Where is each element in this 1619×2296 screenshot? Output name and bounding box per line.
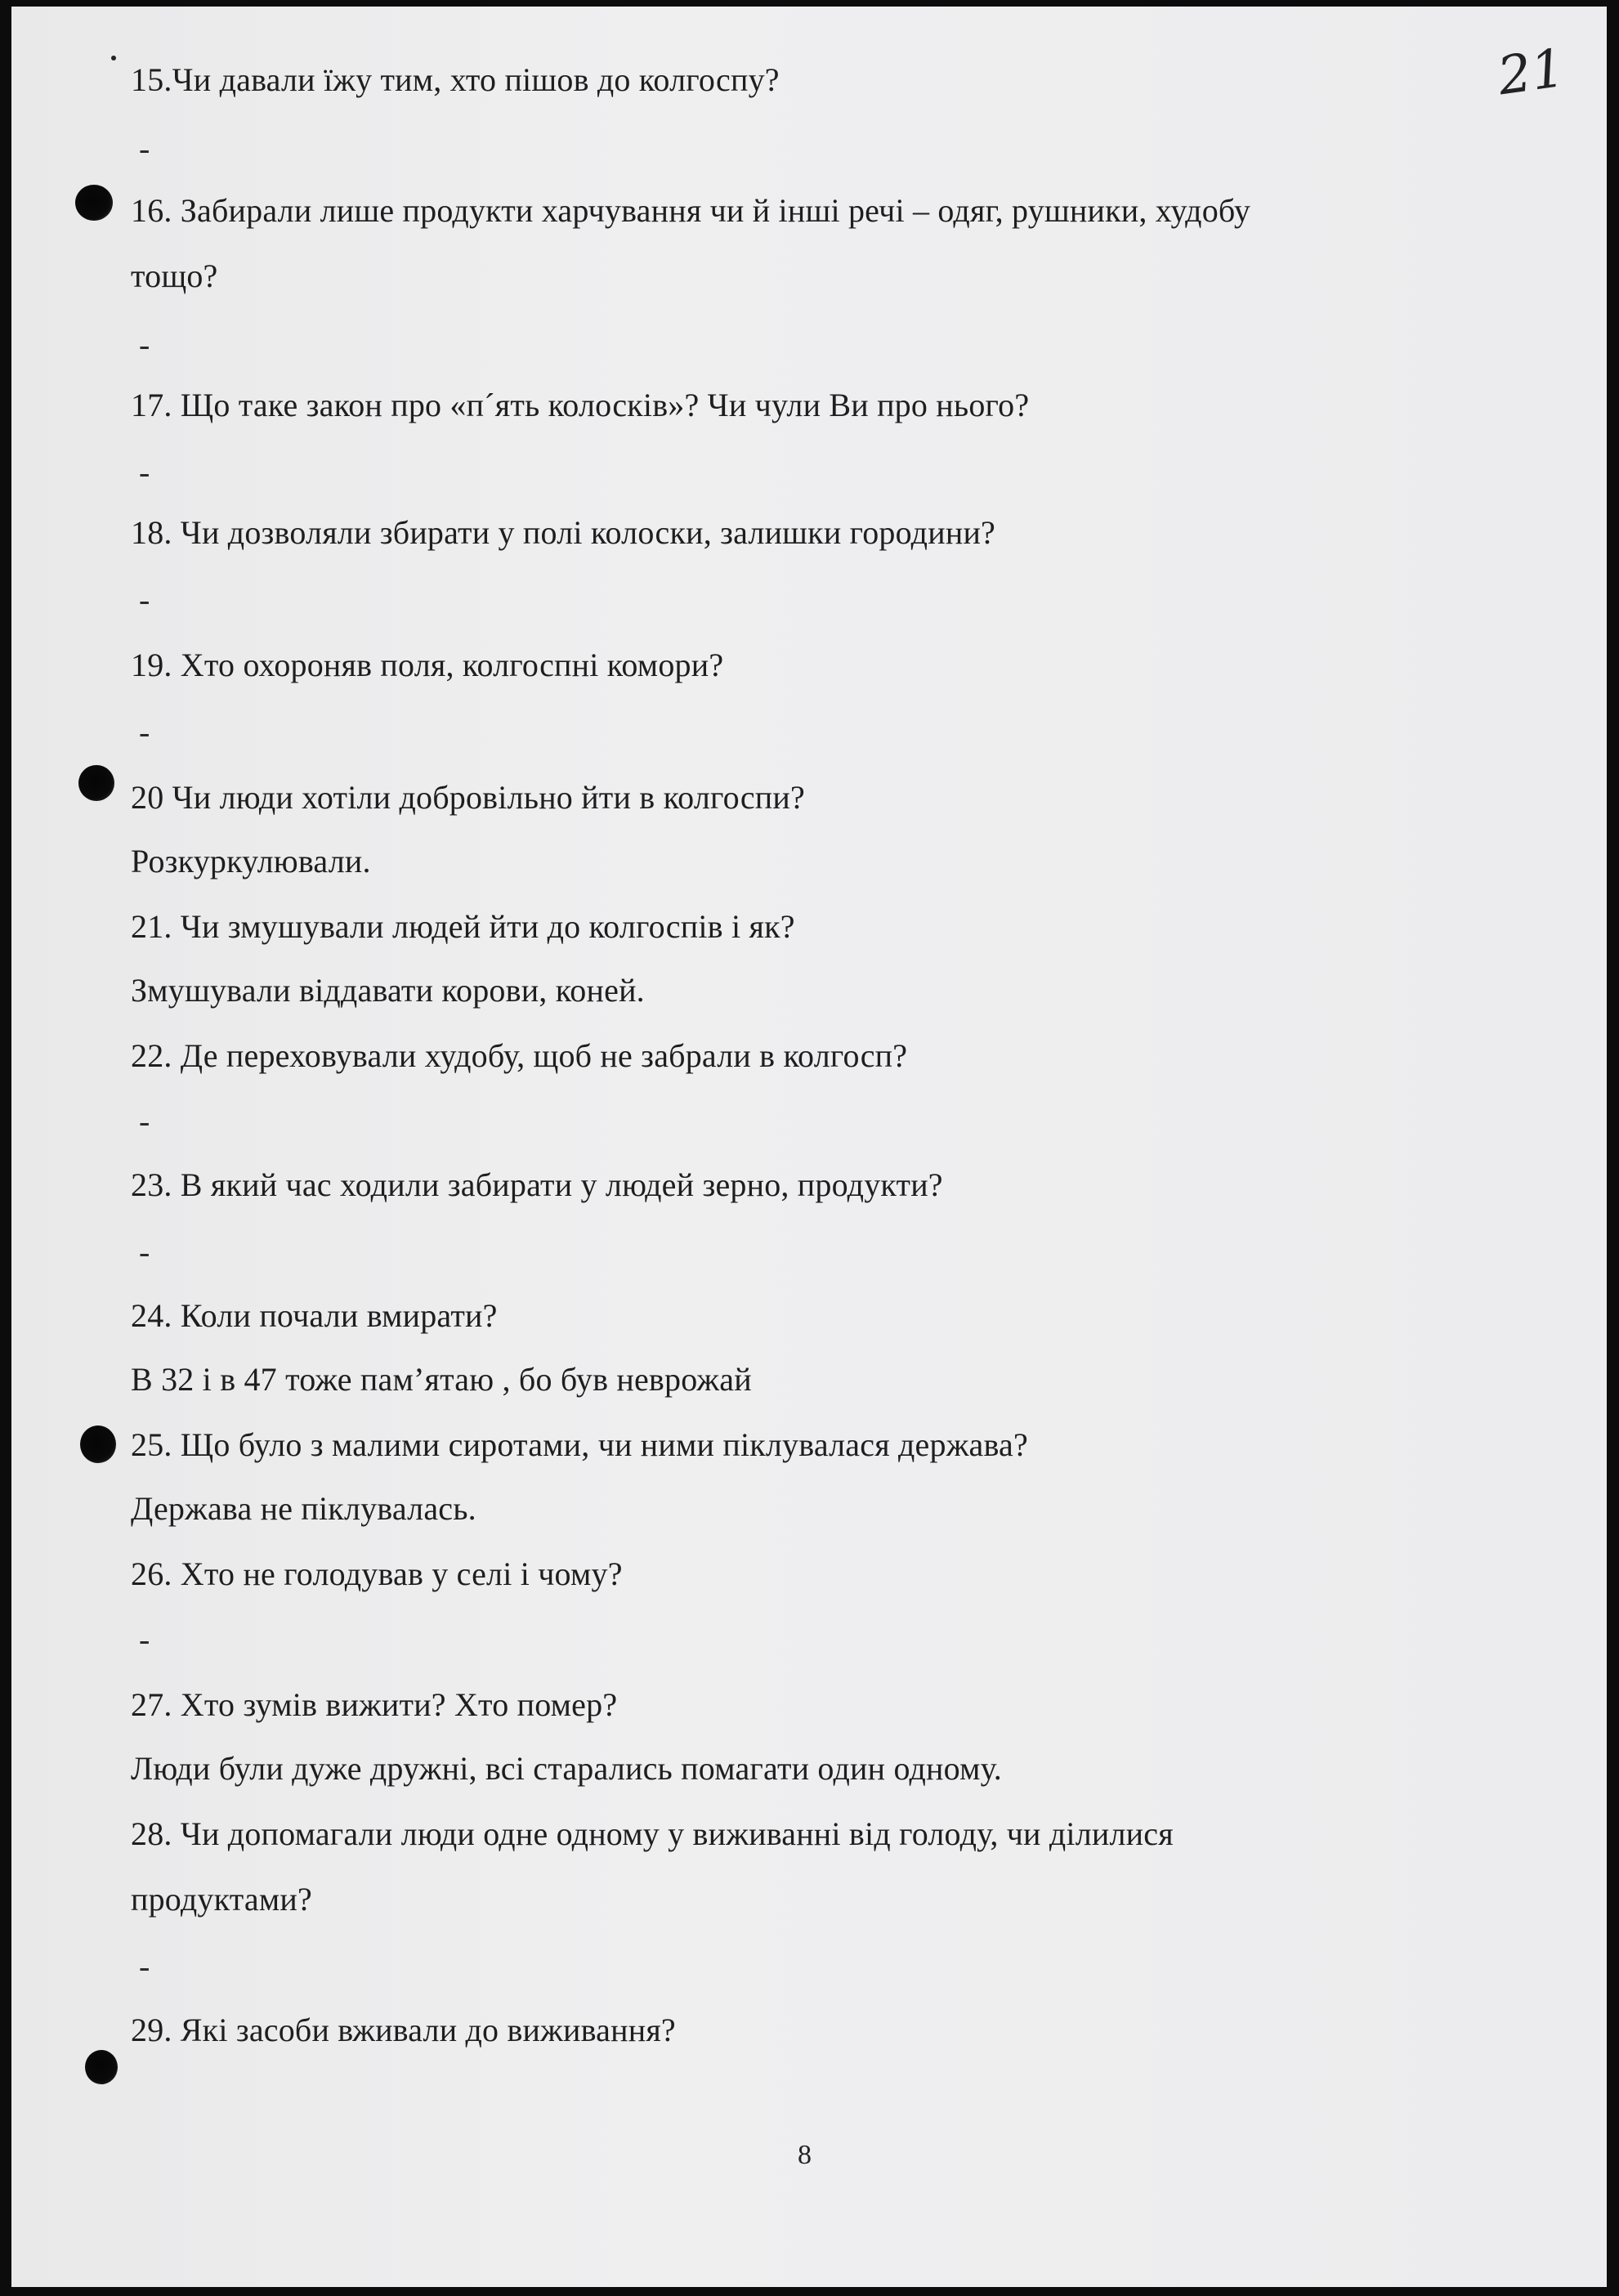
answer-dash: - xyxy=(139,1948,150,1985)
answer-27: Люди були дуже дружні, всі старались помагати один одному. xyxy=(131,1750,1002,1787)
question-28: 28. Чи допомагали люди одне одному у виживанні від голоду, чи ділилися xyxy=(131,1815,1174,1852)
answer-dash: - xyxy=(139,454,150,490)
question-20: 20 Чи люди хотіли добровільно йти в колгоспи? xyxy=(131,779,805,816)
answer-25: Держава не піклувалась. xyxy=(131,1490,476,1527)
question-26: 26. Хто не голодував у селі і чому? xyxy=(131,1555,623,1592)
answer-dash: - xyxy=(139,714,150,750)
question-22: 22. Де переховували худобу, щоб не забрали в колгосп? xyxy=(131,1037,908,1074)
question-25: 25. Що було з малими сиротами, чи ними піклувалася держава? xyxy=(131,1426,1028,1463)
answer-21: Змушували віддавати корови, коней. xyxy=(131,972,645,1009)
answer-dash: - xyxy=(139,581,150,618)
answer-dash: - xyxy=(139,326,150,363)
answer-24: В 32 і в 47 тоже пам’ятаю , бо був неврожай xyxy=(131,1361,752,1398)
document-page xyxy=(11,7,1607,2287)
question-29: 29. Які засоби вживали до виживання? xyxy=(131,2012,676,2048)
punch-hole xyxy=(78,765,114,801)
answer-dash: - xyxy=(139,1233,150,1270)
question-18: 18. Чи дозволяли збирати у полі колоски, залишки городини? xyxy=(131,514,996,551)
punch-hole xyxy=(80,1425,116,1463)
answer-20: Розкуркулювали. xyxy=(131,843,371,879)
question-19: 19. Хто охороняв поля, колгоспні комори? xyxy=(131,647,724,683)
answer-dash: - xyxy=(139,130,150,167)
ink-mark xyxy=(111,56,116,60)
handwritten-folio-number: 21 xyxy=(1493,38,1568,108)
page-number: 8 xyxy=(798,2140,812,2170)
question-15: 15.Чи давали їжу тим, хто пішов до колгоспу? xyxy=(131,61,780,98)
question-17: 17. Що таке закон про «п´ять колосків»? Чи чули Ви про нього? xyxy=(131,387,1030,423)
answer-dash: - xyxy=(139,1103,150,1139)
question-16: 16. Забирали лише продукти харчування чи й інші речі – одяг, рушники, худобу xyxy=(131,192,1251,229)
question-28-continued: продуктами? xyxy=(131,1881,312,1918)
question-21: 21. Чи змушували людей йти до колгоспів і як? xyxy=(131,908,795,945)
question-16-continued: тощо? xyxy=(131,257,218,294)
question-24: 24. Коли почали вмирати? xyxy=(131,1297,498,1334)
punch-hole xyxy=(75,185,113,221)
question-23: 23. В який час ходили забирати у людей зерно, продукти? xyxy=(131,1166,943,1203)
punch-hole xyxy=(85,2050,118,2084)
question-27: 27. Хто зумів вижити? Хто помер? xyxy=(131,1686,618,1723)
answer-dash: - xyxy=(139,1621,150,1658)
